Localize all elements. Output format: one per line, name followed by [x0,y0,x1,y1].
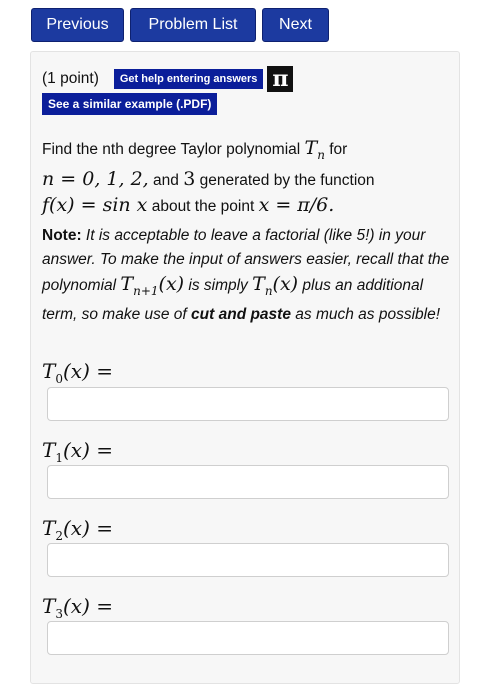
problem-text: Find the nth degree Taylor polynomial [42,141,301,158]
answer-input-t3[interactable] [47,621,449,655]
problem-navigation [31,8,329,42]
note-text: plus an additional term, so make use of [42,277,424,323]
answer-input-t1[interactable] [47,465,449,499]
problem-text: generated by the function [199,171,375,189]
problem-panel [30,51,460,684]
note-text: is simply [188,277,248,294]
note-text: as much as possible! [295,305,441,323]
pi-icon[interactable]: π [267,66,293,92]
note-text: It is acceptable to leave a factorial (like 5!) in your answer. To make the input of answers easier, recall that the polynomial [42,227,450,294]
previous-button[interactable]: Previous [31,8,124,42]
math-n-values: n = 0, 1, 2, [42,167,149,190]
math-T-n: $T_n(x)$ [252,273,299,298]
math-T-n-plus-1: $T_{n+1}(x)$ [120,273,185,298]
problem-note [42,224,452,327]
answer-label-t2: $T_2(x)$ = [42,516,113,543]
note-bold-text: cut and paste [191,305,291,323]
math-T: $T_n$ [304,137,325,162]
problem-text: for [329,141,348,158]
answer-input-t0[interactable] [47,387,449,421]
answer-input-t2[interactable] [47,543,449,577]
problem-text: and [153,171,179,189]
answer-label-t0: $T_0(x)$ = [42,359,113,386]
answer-label-t1: $T_1(x)$ = [42,438,113,465]
problem-list-button[interactable]: Problem List [130,8,256,42]
math-point: x = π/6. [258,193,335,216]
help-entering-answers-button[interactable]: Get help entering answers [114,69,264,89]
math-three: 3 [183,167,196,190]
similar-example-link[interactable]: See a similar example (.PDF) [42,93,217,115]
problem-text: about the point [151,197,255,215]
problem-header [42,66,293,92]
next-button[interactable]: Next [262,8,329,42]
math-function: f(x) = sin x [42,193,148,216]
answer-label-t3: $T_3(x)$ = [42,594,113,621]
problem-statement [42,136,452,219]
note-label: Note: [42,227,82,244]
points-label: (1 point) [42,70,99,87]
